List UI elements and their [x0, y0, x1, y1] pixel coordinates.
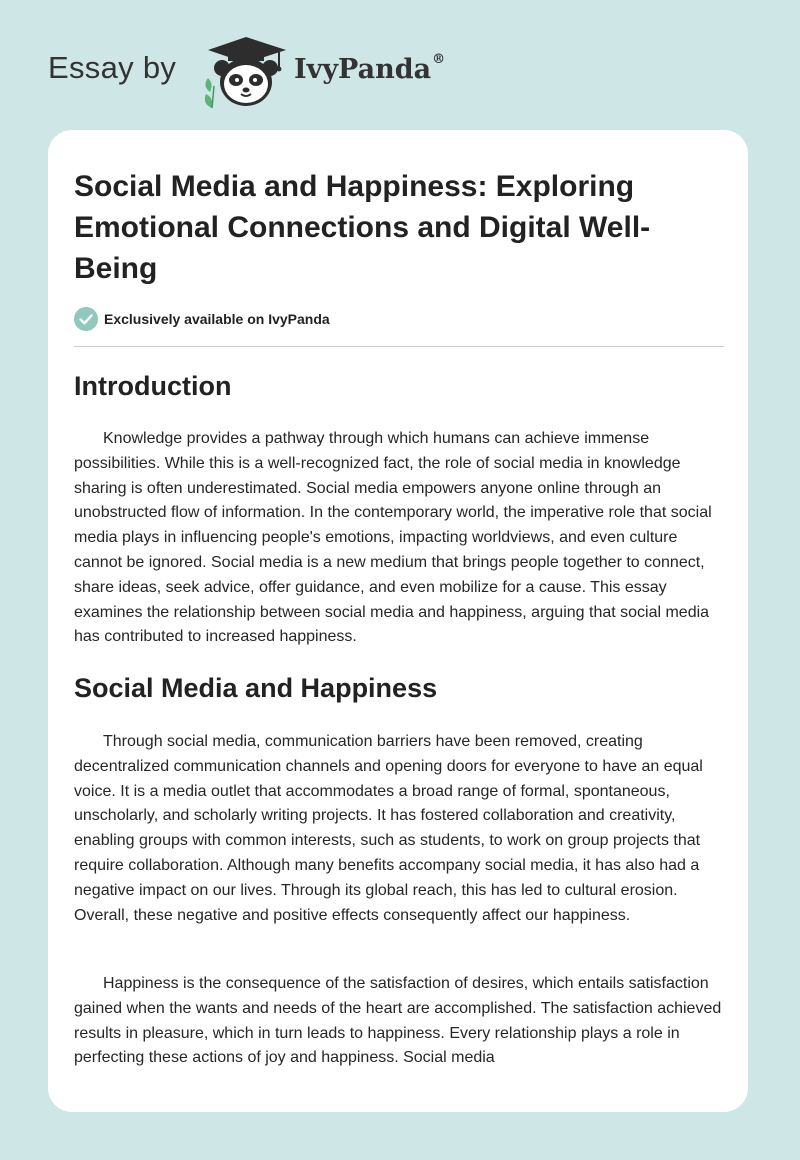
paragraph-social-media-2: Happiness is the consequence of the satisfaction of desires, which entails satisfaction gained when the wants and needs of the heart are accomplished. The satisfaction achieved results in pleasure, which in turn leads to happiness. Every relationship plays a role in perfecting these actions of joy and happiness. Social media [74, 975, 722, 1067]
essay-by-label: Essay by [48, 50, 177, 85]
exclusive-label: Exclusively available on IvyPanda [104, 311, 330, 327]
paragraph-social-media-1: Through social media, communication barriers have been removed, creating decentralized communication channels and opening doors for everyone to have an equal voice. It is a media outlet that accommodates a broad range of formal, spontaneous, unscholarly, and scholarly writing projects. It has fostered collaboration and creativity, enabling groups with common interests, such as students, to work on group projects that require collaboration. Although many benefits accompany social media, it has also had a negative impact on our lives. Through its global reach, this has led to cultural erosion. Overall, these negative and positive effects consequently affect our happiness. [74, 733, 703, 924]
essay-title: Social Media and Happiness: Exploring Emotional Connections and Digital Well-Being [74, 170, 651, 285]
essay-card [48, 130, 748, 1112]
paragraph-introduction-1: Knowledge provides a pathway through which humans can achieve immense possibilities. While this is a well-recognized fact, the role of social media in knowledge sharing is often underestimated. Social media empowers anyone online through an unobstructed flow of information. In the contemporary world, the imperative role that social media plays in influencing people's emotions, impacting worldviews, and even culture cannot be ignored. Social media is a new medium that brings people together to connect, share ideas, seek advice, offer guidance, and even mobilize for a cause. This essay examines the relationship between social media and happiness, arguing that social media has contributed to increased happiness. [74, 430, 712, 646]
exclusive-badge [74, 307, 330, 331]
brand-name[interactable]: IvyPanda® [294, 52, 446, 85]
section-heading-introduction: Introduction [74, 371, 232, 401]
site-header [0, 0, 800, 130]
title-divider [74, 346, 724, 347]
check-circle-icon [74, 307, 98, 331]
section-heading-social-media-happiness: Social Media and Happiness [74, 673, 438, 703]
graduate-panda-icon[interactable] [200, 36, 292, 110]
